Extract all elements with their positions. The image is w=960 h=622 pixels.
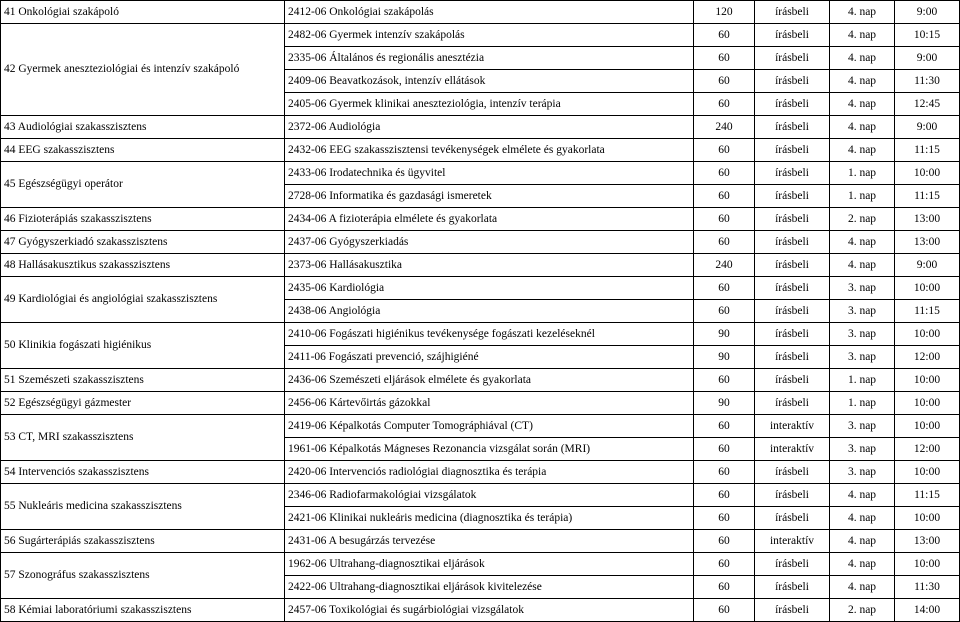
exam-schedule-body [1, 1, 960, 622]
exam-type-cell: interaktív [755, 438, 830, 461]
module-cell: 2438-06 Angiológia [285, 300, 694, 323]
module-cell: 2482-06 Gyermek intenzív szakápolás [285, 24, 694, 47]
duration-cell: 60 [694, 70, 755, 93]
duration-cell: 60 [694, 162, 755, 185]
exam-day-cell: 1. nap [830, 185, 895, 208]
exam-day-cell: 3. nap [830, 346, 895, 369]
exam-type-cell: írásbeli [755, 70, 830, 93]
module-cell: 2456-06 Kártevőirtás gázokkal [285, 392, 694, 415]
module-cell: 2422-06 Ultrahang-diagnosztikai eljárások kivitelezése [285, 576, 694, 599]
duration-cell: 60 [694, 24, 755, 47]
duration-cell: 60 [694, 576, 755, 599]
duration-cell: 60 [694, 231, 755, 254]
exam-time-cell: 9:00 [895, 1, 960, 24]
exam-day-cell: 3. nap [830, 277, 895, 300]
qualification-cell: 50 Klinikia fogászati higiénikus [1, 323, 285, 369]
qualification-cell: 51 Szemészeti szakasszisztens [1, 369, 285, 392]
exam-type-cell: írásbeli [755, 208, 830, 231]
table-row [1, 599, 960, 622]
exam-time-cell: 14:00 [895, 599, 960, 622]
exam-day-cell: 3. nap [830, 438, 895, 461]
table-row [1, 392, 960, 415]
duration-cell: 120 [694, 1, 755, 24]
exam-type-cell: írásbeli [755, 346, 830, 369]
exam-day-cell: 3. nap [830, 461, 895, 484]
duration-cell: 240 [694, 116, 755, 139]
table-row [1, 24, 960, 47]
exam-type-cell: írásbeli [755, 231, 830, 254]
qualification-cell: 53 CT, MRI szakasszisztens [1, 415, 285, 461]
exam-time-cell: 10:00 [895, 323, 960, 346]
exam-day-cell: 4. nap [830, 93, 895, 116]
exam-time-cell: 11:15 [895, 300, 960, 323]
exam-type-cell: írásbeli [755, 185, 830, 208]
duration-cell: 90 [694, 346, 755, 369]
exam-day-cell: 2. nap [830, 599, 895, 622]
table-row [1, 162, 960, 185]
table-row [1, 208, 960, 231]
exam-day-cell: 1. nap [830, 162, 895, 185]
exam-day-cell: 4. nap [830, 70, 895, 93]
module-cell: 2457-06 Toxikológiai és sugárbiológiai vizsgálatok [285, 599, 694, 622]
exam-time-cell: 13:00 [895, 530, 960, 553]
module-cell: 2373-06 Hallásakusztika [285, 254, 694, 277]
table-row [1, 369, 960, 392]
module-cell: 2405-06 Gyermek klinikai aneszteziológia, intenzív terápia [285, 93, 694, 116]
table-row [1, 415, 960, 438]
duration-cell: 60 [694, 484, 755, 507]
exam-type-cell: írásbeli [755, 484, 830, 507]
duration-cell: 60 [694, 139, 755, 162]
table-row [1, 323, 960, 346]
exam-type-cell: írásbeli [755, 599, 830, 622]
module-cell: 2412-06 Onkológiai szakápolás [285, 1, 694, 24]
exam-type-cell: írásbeli [755, 369, 830, 392]
exam-day-cell: 4. nap [830, 484, 895, 507]
duration-cell: 60 [694, 438, 755, 461]
exam-day-cell: 4. nap [830, 116, 895, 139]
exam-time-cell: 11:30 [895, 70, 960, 93]
exam-day-cell: 4. nap [830, 47, 895, 70]
qualification-cell: 49 Kardiológiai és angiológiai szakasszisztens [1, 277, 285, 323]
table-row [1, 1, 960, 24]
duration-cell: 60 [694, 553, 755, 576]
module-cell: 2421-06 Klinikai nukleáris medicina (diagnosztika és terápia) [285, 507, 694, 530]
exam-day-cell: 4. nap [830, 1, 895, 24]
exam-time-cell: 10:15 [895, 24, 960, 47]
module-cell: 2436-06 Szemészeti eljárások elmélete és gyakorlata [285, 369, 694, 392]
qualification-cell: 47 Gyógyszerkiadó szakasszisztens [1, 231, 285, 254]
qualification-cell: 41 Onkológiai szakápoló [1, 1, 285, 24]
duration-cell: 90 [694, 323, 755, 346]
module-cell: 2434-06 A fizioterápia elmélete és gyakorlata [285, 208, 694, 231]
exam-time-cell: 10:00 [895, 461, 960, 484]
module-cell: 2419-06 Képalkotás Computer Tomográphiával (CT) [285, 415, 694, 438]
table-row [1, 461, 960, 484]
exam-day-cell: 4. nap [830, 254, 895, 277]
qualification-cell: 45 Egészségügyi operátor [1, 162, 285, 208]
exam-time-cell: 11:30 [895, 576, 960, 599]
exam-time-cell: 13:00 [895, 208, 960, 231]
module-cell: 2431-06 A besugárzás tervezése [285, 530, 694, 553]
exam-type-cell: írásbeli [755, 139, 830, 162]
exam-type-cell: írásbeli [755, 93, 830, 116]
module-cell: 2433-06 Irodatechnika és ügyvitel [285, 162, 694, 185]
exam-type-cell: írásbeli [755, 116, 830, 139]
exam-type-cell: interaktív [755, 530, 830, 553]
qualification-cell: 55 Nukleáris medicina szakasszisztens [1, 484, 285, 530]
duration-cell: 60 [694, 300, 755, 323]
exam-time-cell: 11:15 [895, 484, 960, 507]
duration-cell: 60 [694, 47, 755, 70]
duration-cell: 240 [694, 254, 755, 277]
exam-type-cell: írásbeli [755, 553, 830, 576]
qualification-cell: 52 Egészségügyi gázmester [1, 392, 285, 415]
duration-cell: 60 [694, 530, 755, 553]
module-cell: 2346-06 Radiofarmakológiai vizsgálatok [285, 484, 694, 507]
qualification-cell: 48 Hallásakusztikus szakasszisztens [1, 254, 285, 277]
qualification-cell: 54 Intervenciós szakasszisztens [1, 461, 285, 484]
module-cell: 2335-06 Általános és regionális anesztézia [285, 47, 694, 70]
table-row [1, 553, 960, 576]
table-row [1, 530, 960, 553]
module-cell: 2420-06 Intervenciós radiológiai diagnosztika és terápia [285, 461, 694, 484]
exam-time-cell: 10:00 [895, 162, 960, 185]
exam-day-cell: 4. nap [830, 231, 895, 254]
exam-day-cell: 4. nap [830, 553, 895, 576]
exam-day-cell: 4. nap [830, 24, 895, 47]
module-cell: 1961-06 Képalkotás Mágneses Rezonancia vizsgálat során (MRI) [285, 438, 694, 461]
module-cell: 2410-06 Fogászati higiénikus tevékenysége fogászati kezeléseknél [285, 323, 694, 346]
exam-time-cell: 11:15 [895, 139, 960, 162]
exam-time-cell: 12:00 [895, 346, 960, 369]
table-row [1, 116, 960, 139]
exam-day-cell: 3. nap [830, 300, 895, 323]
duration-cell: 60 [694, 415, 755, 438]
exam-day-cell: 1. nap [830, 369, 895, 392]
exam-type-cell: írásbeli [755, 162, 830, 185]
qualification-cell: 42 Gyermek aneszteziológiai és intenzív szakápoló [1, 24, 285, 116]
exam-type-cell: interaktív [755, 415, 830, 438]
table-row [1, 277, 960, 300]
exam-time-cell: 10:00 [895, 553, 960, 576]
exam-time-cell: 12:00 [895, 438, 960, 461]
duration-cell: 60 [694, 93, 755, 116]
module-cell: 2435-06 Kardiológia [285, 277, 694, 300]
exam-time-cell: 12:45 [895, 93, 960, 116]
duration-cell: 60 [694, 461, 755, 484]
exam-time-cell: 11:15 [895, 185, 960, 208]
table-row [1, 231, 960, 254]
exam-type-cell: írásbeli [755, 576, 830, 599]
module-cell: 2432-06 EEG szakasszisztensi tevékenységek elmélete és gyakorlata [285, 139, 694, 162]
table-row [1, 139, 960, 162]
exam-time-cell: 9:00 [895, 116, 960, 139]
qualification-cell: 58 Kémiai laboratóriumi szakasszisztens [1, 599, 285, 622]
exam-time-cell: 10:00 [895, 415, 960, 438]
exam-type-cell: írásbeli [755, 300, 830, 323]
qualification-cell: 43 Audiológiai szakasszisztens [1, 116, 285, 139]
module-cell: 2437-06 Gyógyszerkiadás [285, 231, 694, 254]
duration-cell: 60 [694, 507, 755, 530]
table-row [1, 484, 960, 507]
duration-cell: 60 [694, 599, 755, 622]
qualification-cell: 57 Szonográfus szakasszisztens [1, 553, 285, 599]
module-cell: 1962-06 Ultrahang-diagnosztikai eljárások [285, 553, 694, 576]
exam-type-cell: írásbeli [755, 254, 830, 277]
duration-cell: 60 [694, 208, 755, 231]
exam-type-cell: írásbeli [755, 392, 830, 415]
exam-day-cell: 4. nap [830, 530, 895, 553]
exam-time-cell: 9:00 [895, 254, 960, 277]
qualification-cell: 46 Fizioterápiás szakasszisztens [1, 208, 285, 231]
duration-cell: 60 [694, 277, 755, 300]
exam-time-cell: 10:00 [895, 277, 960, 300]
exam-time-cell: 10:00 [895, 369, 960, 392]
exam-type-cell: írásbeli [755, 277, 830, 300]
table-row [1, 254, 960, 277]
module-cell: 2372-06 Audiológia [285, 116, 694, 139]
module-cell: 2728-06 Informatika és gazdasági ismeretek [285, 185, 694, 208]
exam-time-cell: 10:00 [895, 507, 960, 530]
exam-type-cell: írásbeli [755, 24, 830, 47]
duration-cell: 60 [694, 369, 755, 392]
exam-day-cell: 4. nap [830, 507, 895, 530]
exam-day-cell: 3. nap [830, 415, 895, 438]
module-cell: 2409-06 Beavatkozások, intenzív ellátások [285, 70, 694, 93]
qualification-cell: 44 EEG szakasszisztens [1, 139, 285, 162]
exam-type-cell: írásbeli [755, 323, 830, 346]
qualification-cell: 56 Sugárterápiás szakasszisztens [1, 530, 285, 553]
exam-day-cell: 2. nap [830, 208, 895, 231]
exam-time-cell: 10:00 [895, 392, 960, 415]
duration-cell: 60 [694, 185, 755, 208]
exam-type-cell: írásbeli [755, 47, 830, 70]
exam-type-cell: írásbeli [755, 1, 830, 24]
exam-time-cell: 9:00 [895, 47, 960, 70]
exam-day-cell: 3. nap [830, 323, 895, 346]
exam-day-cell: 1. nap [830, 392, 895, 415]
exam-day-cell: 4. nap [830, 576, 895, 599]
duration-cell: 90 [694, 392, 755, 415]
module-cell: 2411-06 Fogászati prevenció, szájhigiéné [285, 346, 694, 369]
exam-type-cell: írásbeli [755, 507, 830, 530]
exam-type-cell: írásbeli [755, 461, 830, 484]
exam-time-cell: 13:00 [895, 231, 960, 254]
exam-day-cell: 4. nap [830, 139, 895, 162]
